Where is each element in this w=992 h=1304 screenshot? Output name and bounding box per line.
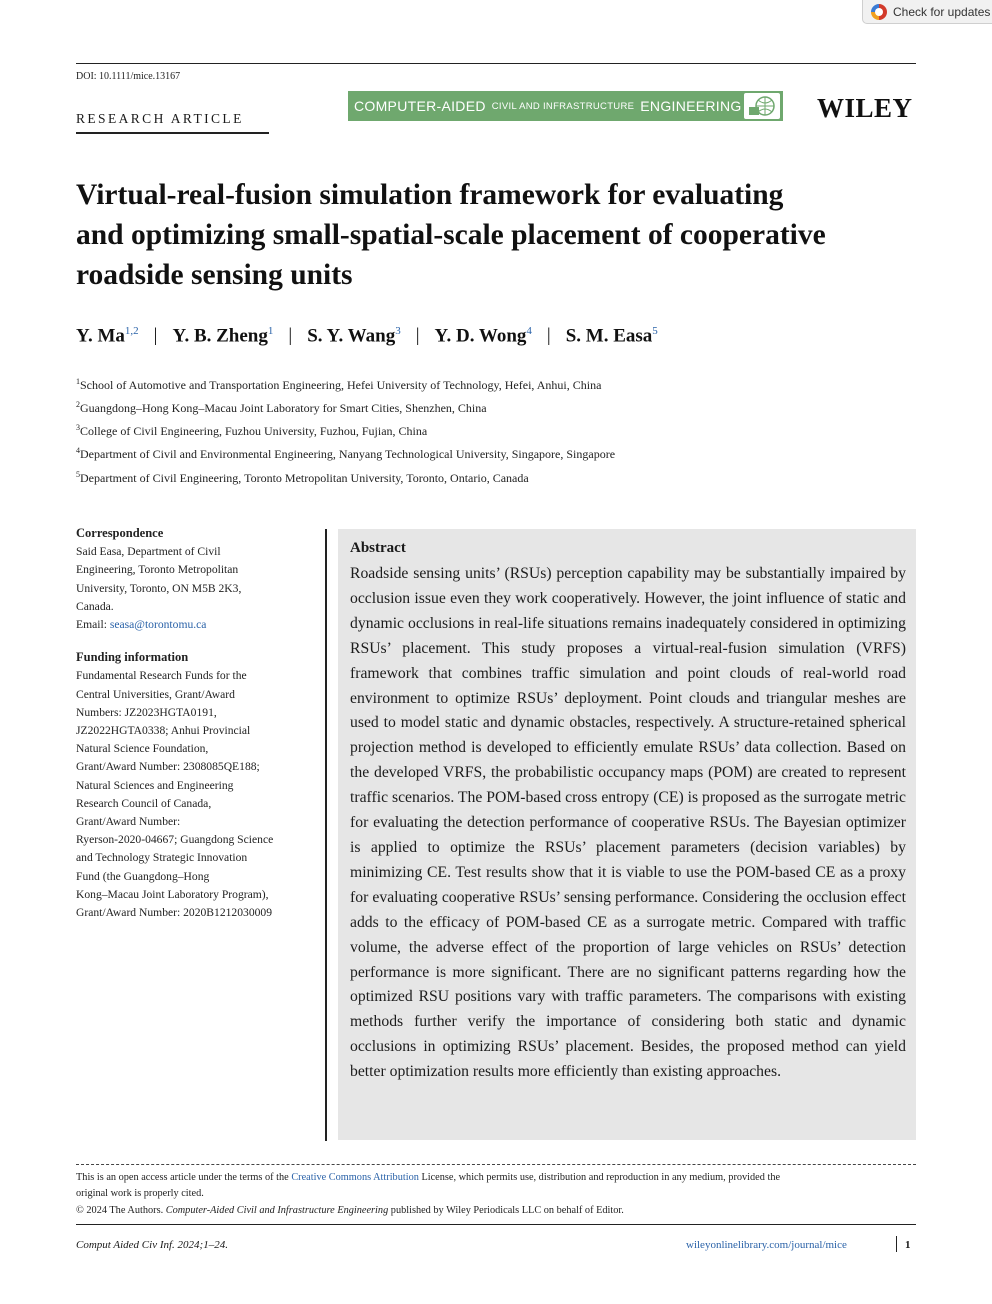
- affiliation-text: College of Civil Engineering, Fuzhou University, Fuzhou, Fujian, China: [80, 424, 428, 438]
- copyright-text: published by Wiley Periodicals LLC on behalf of Editor.: [388, 1205, 624, 1216]
- email-link[interactable]: seasa@torontomu.ca: [109, 618, 207, 632]
- author-affil-ref[interactable]: 3: [395, 325, 401, 337]
- affiliation-number: 4: [76, 446, 80, 455]
- author-affil-ref[interactable]: 4: [526, 325, 532, 337]
- abstract-text: Roadside sensing units’ (RSUs) perception capability may be substantially impaired by occlusion issue even they work cooperatively. However, the joint influence of static and dynamic occlusions in real-life situations remains inadequately considered in optimizing RSUs’ placement. This study proposes a virtual-real-fusion simulation (VRFS) framework that combines traffic simulation and point clouds of real-world road environment to optimize RSUs’ deployment. Point clouds and triangular meshes are used to model static and dynamic obstacles, respectively. A structure-retained spherical projection method is developed to efficiently emulate RSUs’ data collection. Based on the developed VRFS, the probabilistic occupancy maps (POM) are created to represent traffic scenarios. The POM-based cross entropy (CE) is proposed as the surrogate metric for evaluating the detection performance of cooperative RSUs. The Bayesian optimizer is applied to optimize the RSUs’ placement parameters (decision variables) by minimizing CE. Test results show that it is viable to use the POM-based CE as a proxy for evaluating cooperative RSUs’ sensing performance. Considering the occlusion effect adds to the efficacy of POM-based CE as a surrogate metric. Compared with traffic volume, the adverse effect of the proportion of large vehicles on RSUs’ detection performance is more significant. There are no significant patterns regarding how the optimized RSU positions vary with traffic parameters. The comparisons with existing methods further verify the importance of considering both static and dynamic occlusions in optimizing RSUs’ placement. Besides, the proposed method can yield better optimization results more efficiently than existing approaches.: [350, 565, 906, 1081]
- title-line: roadside sensing units: [76, 259, 353, 291]
- affiliation-number: 2: [76, 400, 80, 409]
- author-affil-ref[interactable]: 1: [267, 325, 274, 337]
- author-name[interactable]: Y. B. Zheng: [172, 325, 268, 347]
- license-link[interactable]: Creative Commons Attribution: [291, 1172, 419, 1183]
- affiliation-text: Department of Civil Engineering, Toronto Metropolitan University, Toronto, Ontario, Canada: [80, 471, 529, 485]
- journal-name-part1: COMPUTER-AIDED: [354, 98, 486, 114]
- funding-heading: Funding information: [76, 650, 189, 665]
- author-separator: |: [546, 325, 551, 347]
- author-affil-ref[interactable]: 1,2: [124, 325, 139, 337]
- funding-line: Grant/Award Number: 2308085QE188;: [76, 760, 260, 774]
- journal-name-part3: ENGINEERING: [640, 98, 742, 114]
- funding-line: Fundamental Research Funds for the: [76, 669, 247, 683]
- affiliation: [76, 400, 487, 416]
- footer-separator: [896, 1236, 897, 1252]
- funding-line: Natural Sciences and Engineering: [76, 778, 234, 792]
- copyright-journal: Computer-Aided Civil and Infrastructure Engineering: [165, 1205, 389, 1216]
- affiliation: [76, 470, 529, 486]
- check-for-updates-label: Check for updates: [893, 4, 991, 19]
- title-line: and optimizing small-spatial-scale placement of cooperative: [76, 219, 826, 251]
- article-type: RESEARCH ARTICLE: [76, 111, 244, 126]
- correspondence-line: University, Toronto, ON M5B 2K3,: [76, 581, 242, 595]
- author-separator: |: [288, 325, 293, 347]
- abstract-divider: [325, 529, 327, 1141]
- funding-line: Central Universities, Grant/Award: [76, 687, 235, 701]
- oa-text: License, which permits use, distribution and reproduction in any medium, provided the: [418, 1172, 781, 1183]
- article-type-underline: [76, 132, 269, 134]
- correspondence-line: Engineering, Toronto Metropolitan: [76, 563, 239, 577]
- author-separator: |: [415, 325, 420, 347]
- affiliation: [76, 377, 601, 393]
- journal-banner: [348, 91, 783, 121]
- funding-line: Natural Science Foundation,: [76, 742, 209, 756]
- publisher-logo: WILEY: [817, 93, 913, 123]
- journal-url-link[interactable]: wileyonlinelibrary.com/journal/mice: [686, 1239, 847, 1251]
- crossmark-icon: [871, 4, 887, 20]
- funding-line: JZ2022HGTA0338; Anhui Provincial: [76, 724, 251, 738]
- citation: Comput Aided Civ Inf. 2024;1–24.: [76, 1239, 228, 1251]
- article-title: [76, 175, 936, 295]
- author-list: [76, 325, 658, 347]
- funding-line: and Technology Strategic Innovation: [76, 851, 248, 865]
- funding-line: Research Council of Canada,: [76, 796, 212, 810]
- affiliation: [76, 446, 615, 462]
- author-affil-ref[interactable]: 5: [652, 325, 658, 337]
- check-for-updates-button[interactable]: [862, 0, 992, 24]
- open-access-notice: [76, 1170, 916, 1186]
- oa-text: This is an open access article under the terms of the: [76, 1172, 292, 1183]
- copyright-text: © 2024 The Authors.: [76, 1205, 166, 1216]
- affiliation-text: Guangdong–Hong Kong–Macau Joint Laboratory for Smart Cities, Shenzhen, China: [80, 401, 487, 415]
- funding-line: Ryerson-2020-04667; Guangdong Science: [76, 833, 274, 847]
- journal-name-part2: CIVIL AND INFRASTRUCTURE: [491, 100, 635, 112]
- affiliation-text: Department of Civil and Environmental Engineering, Nanyang Technological University, Singapore, Singapore: [80, 447, 616, 461]
- funding-line: Kong–Macau Joint Laboratory Program),: [76, 887, 269, 901]
- abstract-heading: Abstract: [350, 540, 406, 556]
- funding-line: Grant/Award Number:: [76, 815, 181, 829]
- correspondence-line: Canada.: [76, 599, 114, 613]
- funding-line: Numbers: JZ2023HGTA0191,: [76, 705, 217, 719]
- correspondence-heading: Correspondence: [76, 526, 164, 540]
- sidebar-info: [76, 524, 316, 922]
- doi: DOI: 10.1111/mice.13167: [76, 71, 181, 82]
- author-name[interactable]: Y. Ma: [76, 325, 125, 347]
- copyright-notice: [76, 1203, 916, 1219]
- author-name[interactable]: S. Y. Wang: [307, 325, 396, 347]
- affiliation-number: 5: [76, 470, 80, 479]
- footer-dashed-rule: [76, 1164, 916, 1165]
- author-name[interactable]: S. M. Easa: [565, 325, 653, 347]
- author-separator: |: [153, 325, 158, 347]
- author-name[interactable]: Y. D. Wong: [434, 325, 527, 347]
- page-number: 1: [905, 1239, 911, 1251]
- header-rule: [76, 63, 916, 64]
- funding-line: Fund (the Guangdong–Hong: [76, 869, 210, 883]
- journal-logo-icon: [744, 93, 780, 119]
- affiliation-text: School of Automotive and Transportation Engineering, Hefei University of Technology, Hefei, Anhui, China: [80, 378, 602, 392]
- correspondence-email-row: [76, 616, 316, 634]
- open-access-notice-cont: original work is properly cited.: [76, 1188, 204, 1199]
- email-label: Email:: [76, 618, 110, 632]
- title-line: Virtual-real-fusion simulation framework for evaluating: [76, 179, 784, 211]
- affiliation-number: 3: [76, 423, 80, 432]
- correspondence-line: Said Easa, Department of Civil: [76, 545, 221, 559]
- affiliation: [76, 423, 427, 439]
- funding-line: Grant/Award Number: 2020B1212030009: [76, 906, 273, 920]
- footer-rule: [76, 1224, 916, 1225]
- affiliation-number: 1: [76, 377, 80, 386]
